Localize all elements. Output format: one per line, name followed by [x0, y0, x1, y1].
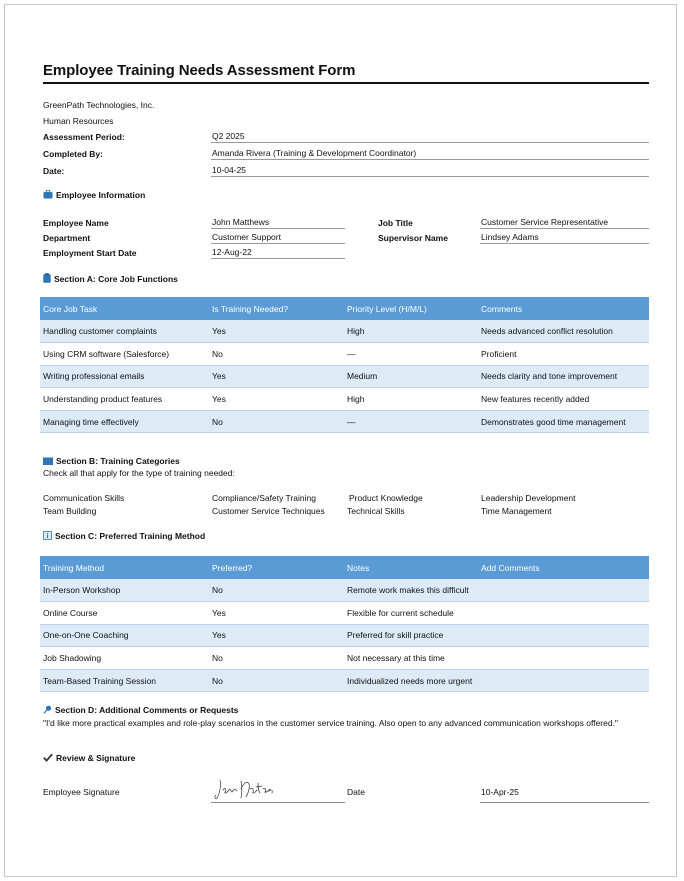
training-needed-cell[interactable]: Yes	[209, 365, 344, 388]
pin-icon	[43, 705, 52, 716]
column-header: Add Comments	[478, 556, 649, 579]
start-date-field[interactable]	[211, 245, 345, 259]
assessment-period-label: Assessment Period:	[43, 132, 125, 142]
folder-icon	[43, 457, 53, 467]
completed-by-field[interactable]	[211, 146, 649, 160]
method-cell: Online Course	[40, 602, 209, 625]
preferred-cell[interactable]: No	[209, 647, 344, 670]
job-title-value: Customer Service Representative	[481, 217, 609, 227]
column-header: Comments	[478, 297, 649, 320]
column-header: Core Job Task	[40, 297, 209, 320]
date-field[interactable]	[211, 163, 649, 177]
assessment-period-value: Q2 2025	[212, 131, 245, 141]
preferred-cell[interactable]: Yes	[209, 624, 344, 647]
comments-cell[interactable]: Proficient	[478, 343, 649, 366]
add-comments-cell[interactable]	[478, 602, 649, 625]
review-date-field[interactable]	[480, 781, 649, 803]
category-option[interactable]: Technical Skills	[347, 506, 405, 516]
section-b-instruction: Check all that apply for the type of training needed:	[43, 468, 235, 478]
clipboard-icon	[43, 273, 51, 285]
supervisor-value: Lindsey Adams	[481, 232, 539, 242]
form-page	[4, 4, 677, 877]
employee-name-value: John Matthews	[212, 217, 270, 227]
table-row	[40, 579, 649, 602]
employee-info-heading: Employee Information	[43, 190, 145, 201]
table-row	[40, 343, 649, 366]
signature-field[interactable]	[211, 775, 345, 803]
category-option[interactable]: Compliance/Safety Training	[212, 493, 316, 503]
section-c-heading: Section C: Preferred Training Method	[43, 531, 205, 542]
section-a-heading: Section A: Core Job Functions	[43, 273, 178, 285]
completed-by-label: Completed By:	[43, 149, 103, 159]
category-option[interactable]: Customer Service Techniques	[212, 506, 325, 516]
section-d-heading: Section D: Additional Comments or Requests	[43, 705, 238, 716]
table-row	[40, 647, 649, 670]
supervisor-field[interactable]	[480, 230, 649, 244]
employee-name-label: Employee Name	[43, 218, 109, 228]
priority-cell[interactable]: —	[344, 410, 478, 433]
table-row	[40, 410, 649, 433]
job-title-field[interactable]	[480, 215, 649, 229]
department-name: Human Resources	[43, 116, 114, 126]
additional-comments-text[interactable]: "I'd like more practical examples and role-play scenarios in the customer service training. Also open to any advanced communication workshops offered."	[43, 718, 618, 728]
training-needed-cell[interactable]: Yes	[209, 388, 344, 411]
supervisor-label: Supervisor Name	[378, 233, 448, 243]
task-cell: Using CRM software (Salesforce)	[40, 343, 209, 366]
table-header-row	[40, 297, 649, 320]
table-header-row	[40, 556, 649, 579]
signature-label: Employee Signature	[43, 787, 120, 797]
column-header: Training Method	[40, 556, 209, 579]
add-comments-cell[interactable]	[478, 624, 649, 647]
comments-cell[interactable]: Needs clarity and tone improvement	[478, 365, 649, 388]
task-cell: Managing time effectively	[40, 410, 209, 433]
method-cell: One-on-One Coaching	[40, 624, 209, 647]
completed-by-value: Amanda Rivera (Training & Development Coordinator)	[212, 148, 417, 158]
department-field[interactable]	[211, 230, 345, 244]
handwritten-signature	[213, 777, 277, 801]
column-header: Priority Level (H/M/L)	[344, 297, 478, 320]
table-row	[40, 365, 649, 388]
add-comments-cell[interactable]	[478, 579, 649, 602]
notes-cell[interactable]: Remote work makes this difficult	[344, 579, 478, 602]
method-cell: Team-Based Training Session	[40, 669, 209, 692]
priority-cell[interactable]: High	[344, 320, 478, 343]
department-label: Department	[43, 233, 91, 243]
date-label: Date:	[43, 166, 65, 176]
review-heading: Review & Signature	[43, 753, 135, 764]
notes-cell[interactable]: Not necessary at this time	[344, 647, 478, 670]
comments-cell[interactable]: New features recently added	[478, 388, 649, 411]
priority-cell[interactable]: Medium	[344, 365, 478, 388]
company-name: GreenPath Technologies, Inc.	[43, 100, 155, 110]
column-header: Notes	[344, 556, 478, 579]
method-cell: In-Person Workshop	[40, 579, 209, 602]
training-method-table	[40, 556, 649, 692]
priority-cell[interactable]: High	[344, 388, 478, 411]
info-icon	[43, 531, 52, 542]
employee-name-field[interactable]	[211, 215, 345, 229]
check-icon	[43, 753, 53, 764]
table-row	[40, 320, 649, 343]
preferred-cell[interactable]: No	[209, 579, 344, 602]
training-needed-cell[interactable]: No	[209, 343, 344, 366]
preferred-cell[interactable]: No	[209, 669, 344, 692]
table-row	[40, 624, 649, 647]
task-cell: Handling customer complaints	[40, 320, 209, 343]
core-job-functions-table	[40, 297, 649, 433]
start-date-value: 12-Aug-22	[212, 247, 252, 257]
table-row	[40, 388, 649, 411]
category-option[interactable]: Product Knowledge	[349, 493, 423, 503]
review-date-label: Date	[347, 787, 365, 797]
comments-cell[interactable]: Needs advanced conflict resolution	[478, 320, 649, 343]
title-divider	[43, 82, 649, 84]
department-value: Customer Support	[212, 232, 281, 242]
column-header: Is Training Needed?	[209, 297, 344, 320]
category-option[interactable]: Team Building	[43, 506, 97, 516]
briefcase-icon	[43, 190, 53, 201]
training-needed-cell[interactable]: Yes	[209, 320, 344, 343]
category-option[interactable]: Time Management	[481, 506, 552, 516]
notes-cell[interactable]: Preferred for skill practice	[344, 624, 478, 647]
date-value: 10-04-25	[212, 165, 247, 175]
table-row	[40, 602, 649, 625]
add-comments-cell[interactable]	[478, 669, 649, 692]
priority-cell[interactable]: —	[344, 343, 478, 366]
job-title-label: Job Title	[378, 218, 413, 228]
task-cell: Writing professional emails	[40, 365, 209, 388]
column-header: Preferred?	[209, 556, 344, 579]
training-needed-cell[interactable]: No	[209, 410, 344, 433]
add-comments-cell[interactable]	[478, 647, 649, 670]
page-title: Employee Training Needs Assessment Form	[43, 62, 356, 79]
start-date-label: Employment Start Date	[43, 248, 137, 258]
review-date-value: 10-Apr-25	[481, 787, 519, 797]
assessment-period-field[interactable]	[211, 129, 649, 143]
category-option[interactable]: Leadership Development	[481, 493, 576, 503]
table-row	[40, 669, 649, 692]
notes-cell[interactable]: Individualized needs more urgent	[344, 669, 478, 692]
task-cell: Understanding product features	[40, 388, 209, 411]
comments-cell[interactable]: Demonstrates good time management	[478, 410, 649, 433]
method-cell: Job Shadowing	[40, 647, 209, 670]
category-option[interactable]: Communication Skills	[43, 493, 125, 503]
section-b-heading: Section B: Training Categories	[43, 456, 180, 467]
preferred-cell[interactable]: Yes	[209, 602, 344, 625]
notes-cell[interactable]: Flexible for current schedule	[344, 602, 478, 625]
